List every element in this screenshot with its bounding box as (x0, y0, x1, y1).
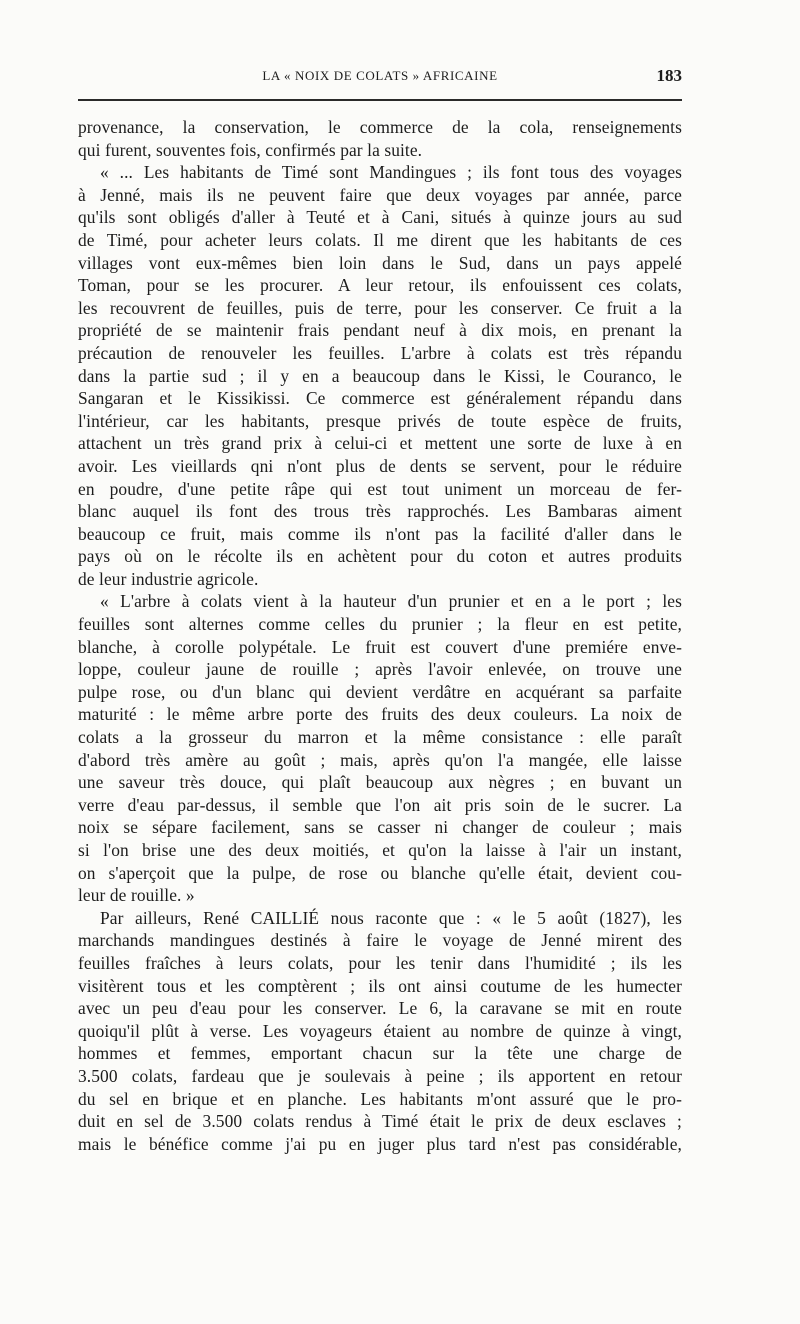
text-line: beaucoup ce fruit, mais comme ils n'ont pas la facilité d'aller dans le (78, 523, 682, 544)
text-line: marchands mandingues destinés à faire le voyage de Jenné mirent des (78, 930, 682, 951)
text-line: si l'on brise une des deux moitiés, et qu'on la laisse à l'air un instant, (78, 840, 682, 860)
text-line: verre d'eau par-dessus, il semble que l'on ait pris soin de le sucrer. La (78, 794, 682, 815)
text-line: pays où on le récolte ils en achètent pour du coton et autres produits (78, 546, 682, 567)
text-line: les recouvrent de feuilles, puis de terre, pour les conserver. Ce fruit a la (78, 297, 682, 318)
page-number: 183 (656, 66, 682, 85)
page-header (78, 66, 682, 88)
text-line: blanche, à corolle polypétale. Le fruit est couvert d'une premiére enve- (78, 636, 682, 657)
text-line: visitèrent tous et les comptèrent ; ils ont ainsi coutume de les humecter (78, 975, 682, 996)
text-line: précaution de renouveler les feuilles. L'arbre à colats est très répandu (78, 342, 682, 363)
header-rule (78, 99, 682, 101)
text-line: avoir. Les vieillards qni n'ont plus de dents se servent, pour le réduire (78, 455, 682, 476)
text-line: qu'ils sont obligés d'aller à Teuté et à Cani, situés à quinze jours au sud (78, 207, 682, 228)
text-line: colats a la grosseur du marron et la même consistance : elle paraît (78, 727, 682, 748)
text-line: « ... Les habitants de Timé sont Mandingues ; ils font tous des voyages (100, 162, 682, 183)
text-line: de leur industrie agricole. (78, 568, 259, 589)
text-line: dans la partie sud ; il y en a beaucoup dans le Kissi, le Couranco, le (78, 365, 682, 386)
text-line: avec un peu d'eau pour les conserver. Le 6, la caravane se mit en route (78, 998, 682, 1019)
text-line: propriété de se maintenir frais pendant neuf à dix mois, en prenant la (78, 320, 682, 341)
text-line: loppe, couleur jaune de rouille ; après l'avoir enlevée, on trouve une (78, 659, 682, 680)
text-line: du sel en brique et en planche. Les habitants m'ont assuré que le pro- (78, 1088, 682, 1109)
text-line: l'intérieur, car les habitants, presque privés de toute espèce de fruits, (78, 410, 682, 431)
text-line: pulpe rose, ou d'un blanc qui devient verdâtre en acquérant sa parfaite (78, 681, 682, 702)
text-line: blanc auquel ils font des trous très rapprochés. Les Bambaras aiment (78, 501, 682, 522)
text-line: Toman, pour se les procurer. A leur retour, ils enfouissent ces colats, (78, 275, 682, 296)
text-line: d'abord très amère au goût ; mais, après qu'on l'a mangée, elle laisse (78, 749, 682, 770)
text-line: une saveur très douce, qui plaît beaucoup aux nègres ; en buvant un (78, 772, 682, 793)
text-line: 3.500 colats, fardeau que je soulevais à peine ; ils apportent en retour (78, 1065, 682, 1086)
text-line: en poudre, d'une petite râpe qui est tout uniment un morceau de fer- (78, 478, 682, 499)
text-line: mais le bénéfice comme j'ai pu en juger plus tard n'est pas considérable, (78, 1133, 682, 1154)
body-text (78, 116, 682, 1155)
text-line: Sangaran et le Kissikissi. Ce commerce est généralement répandu dans (78, 388, 682, 409)
text-line: provenance, la conservation, le commerce de la cola, renseignements (78, 117, 682, 137)
text-line: à Jenné, mais ils ne peuvent faire que deux voyages par année, parce (78, 184, 682, 205)
text-line: attachent un très grand prix à celui-ci et mettent une sorte de luxe à en (78, 433, 682, 454)
text-line: feuilles sont alternes comme celles du prunier ; la fleur en est petite, (78, 614, 682, 635)
text-line: quoiqu'il plût à verse. Les voyageurs étaient au nombre de quinze à vingt, (78, 1020, 682, 1041)
text-line: noix se sépare facilement, sans se casser ni changer de couleur ; mais (78, 817, 682, 838)
text-line: Par ailleurs, René CAILLIÉ nous raconte que : « le 5 août (1827), les (100, 907, 682, 928)
text-line: maturité : le même arbre porte des fruits des deux couleurs. La noix de (78, 704, 682, 725)
text-line: on s'aperçoit que la pulpe, de rose ou blanche qu'elle était, devient cou- (78, 862, 682, 883)
text-line: feuilles fraîches à leurs colats, pour les tenir dans l'humidité ; ils les (78, 952, 682, 973)
text-line: hommes et femmes, emportant chacun sur la tête une charge de (78, 1043, 682, 1064)
text-line: qui furent, souventes fois, confirmés par la suite. (78, 139, 423, 160)
text-line: leur de rouille. » (78, 885, 195, 906)
text-line: « L'arbre à colats vient à la hauteur d'un prunier et en a le port ; les (100, 591, 682, 612)
text-line: duit en sel de 3.500 colats rendus à Timé était le prix de deux esclaves ; (78, 1111, 682, 1132)
running-title: LA « NOIX DE COLATS » AFRICAINE (262, 68, 498, 83)
text-line: de Timé, pour acheter leurs colats. Il me dirent que les habitants de ces (78, 229, 682, 250)
text-line: villages vont eux-mêmes bien loin dans le Sud, dans un pays appelé (78, 252, 682, 273)
